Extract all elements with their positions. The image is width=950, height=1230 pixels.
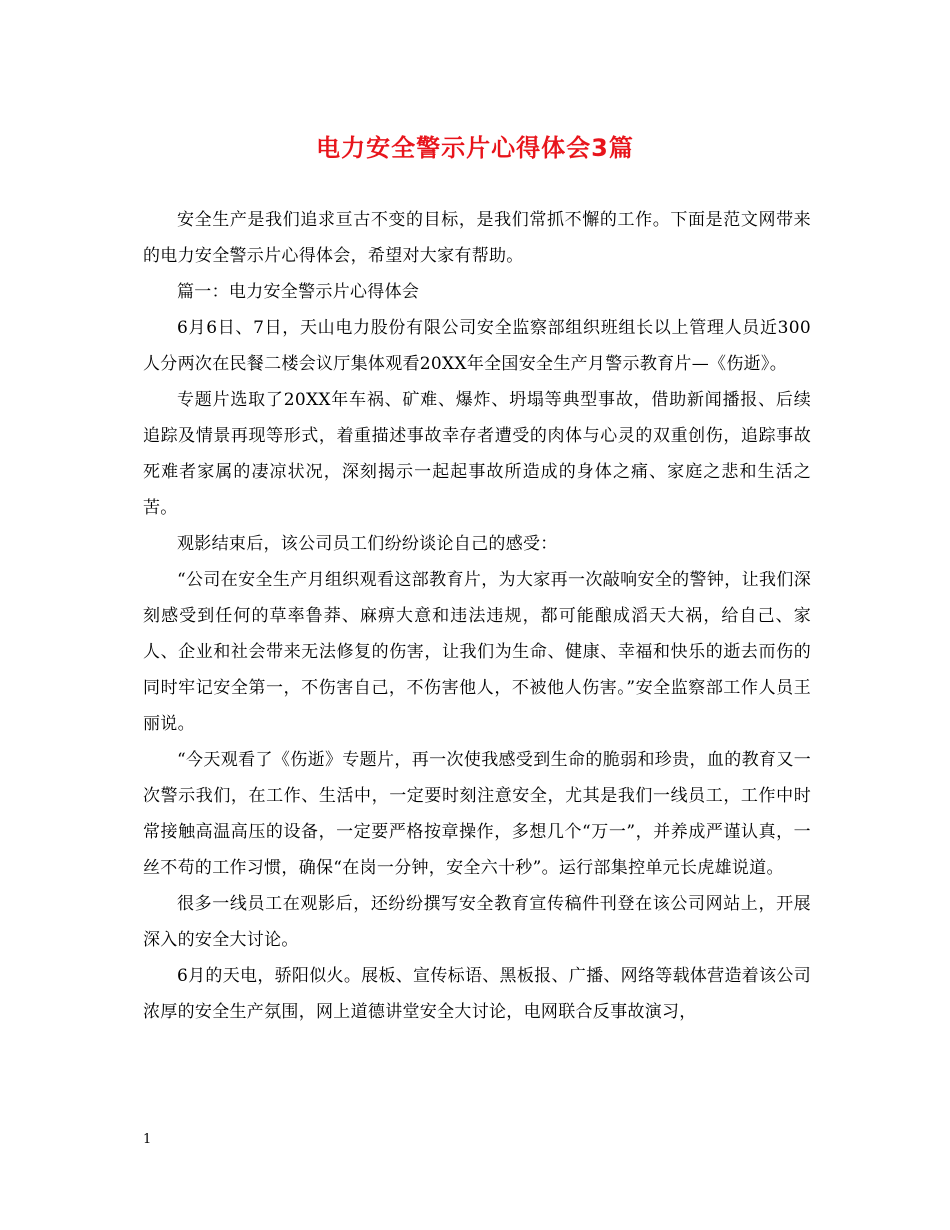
- paragraph-film-content: 专题片选取了20XX年车祸、矿难、爆炸、坍塌等典型事故，借助新闻播报、后续追踪及情景再现等形式，着重描述事故幸存者遭受的肉体与心灵的双重创伤，追踪事故死难者家属的凄凉状况，深刻揭示一起起事故所造成的身体之痛、家庭之悲和生活之苦。: [143, 390, 811, 518]
- page-number: 1: [143, 1132, 152, 1147]
- paragraph-june-atmosphere: 6月的天电，骄阳似火。展板、宣传标语、黑板报、广播、网络等载体营造着该公司浓厚的安全生产氛围，网上道德讲堂安全大讨论，电网联合反事故演习，: [143, 966, 811, 1022]
- paragraph-section-heading: 篇一：电力安全警示片心得体会: [177, 282, 420, 302]
- paragraph-quote-hu-xiong: “今天观看了《伤逝》专题片，再一次使我感受到生命的脆弱和珍贵，血的教育又一次警示我们，在工作、生活中，一定要时刻注意安全，尤其是我们一线员工，工作中时常接触高温高压的设备，一定要严格按章操作，多想几个“万一”，并养成严谨认真，一丝不苟的工作习惯，确保“在岗一分钟，安全六十秒”。运行部集控单元长虎雄说道。: [143, 750, 811, 878]
- paragraph-intro: 安全生产是我们追求亘古不变的目标，是我们常抓不懈的工作。下面是范文网带来的电力安全警示片心得体会，希望对大家有帮助。: [143, 210, 811, 266]
- paragraph-event: 6月6日、7日，天山电力股份有限公司安全监察部组织班组长以上管理人员近300人分两次在民餐二楼会议厅集体观看20XX年全国安全生产月警示教育片—《伤逝》。: [143, 318, 811, 374]
- document-body: [143, 202, 811, 1030]
- paragraph-reactions-intro: 观影结束后，该公司员工们纷纷谈论自己的感受：: [177, 534, 558, 554]
- paragraph-quote-wang-li: “公司在安全生产月组织观看这部教育片，为大家再一次敲响安全的警钟，让我们深刻感受到任何的草率鲁莽、麻痹大意和违法违规，都可能酿成滔天大祸，给自己、家人、企业和社会带来无法修复的伤害，让我们为生命、健康、幸福和快乐的逝去而伤的同时牢记安全第一，不伤害自己，不伤害他人，不被他人伤害。”安全监察部工作人员王丽说。: [143, 570, 811, 734]
- document-title: 电力安全警示片心得体会3篇: [316, 134, 634, 162]
- paragraph-staff-writing: 很多一线员工在观影后，还纷纷撰写安全教育宣传稿件刊登在该公司网站上，开展深入的安全大讨论。: [143, 894, 811, 950]
